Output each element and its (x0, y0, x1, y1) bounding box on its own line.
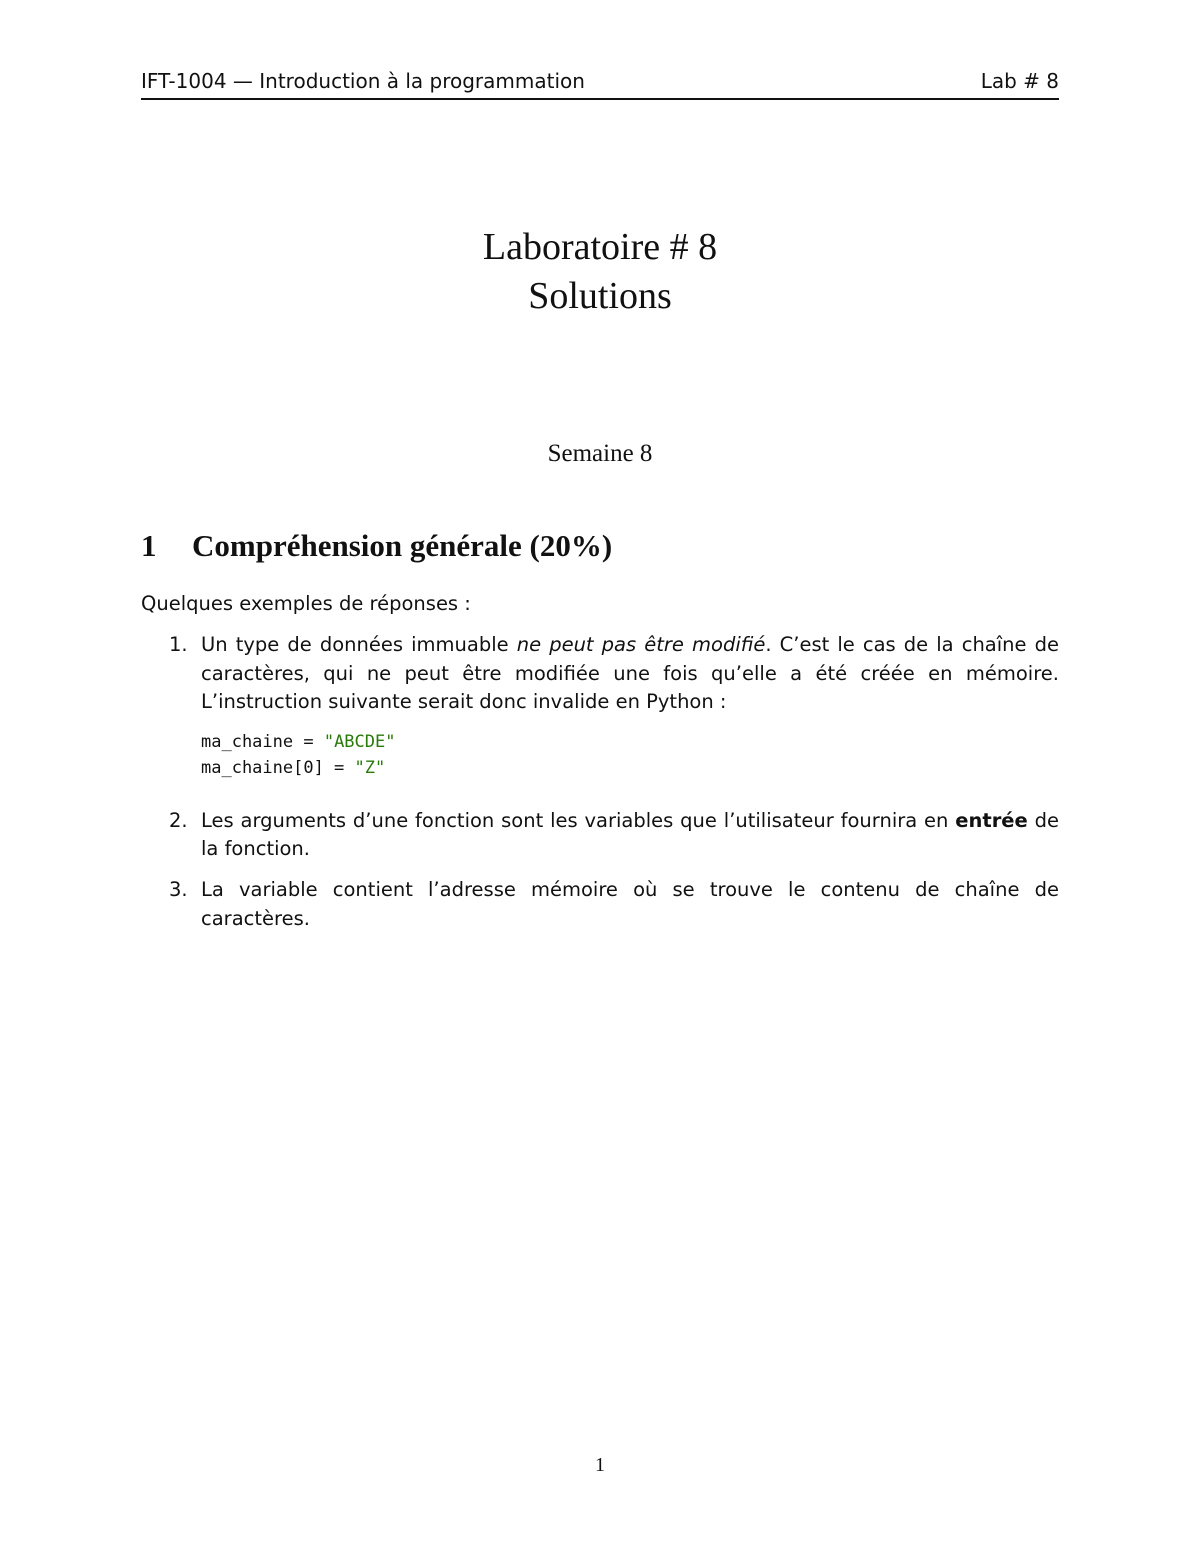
list-marker: 2. (169, 808, 188, 832)
answer-list (141, 631, 1059, 945)
document-title: Laboratoire # 8 (482, 226, 718, 268)
code-line (201, 729, 1059, 755)
list-item (141, 876, 1059, 933)
document-date: Semaine 8 (547, 440, 653, 467)
list-item-text (201, 807, 1059, 864)
code-line (201, 755, 1059, 781)
text-run: . C’est le cas de la chaîne de caractères, qui ne peut être modifiée une fois qu’elle a été créée en mémoire. L’instruction suivante serait donc invalide en Python : (201, 633, 1060, 714)
list-item (141, 807, 1059, 864)
code-string: "ABCDE" (323, 731, 396, 752)
code-string: "Z" (354, 757, 386, 778)
intro-paragraph: Quelques exemples de réponses : (141, 592, 471, 615)
section-title: Compréhension générale (20%) (192, 528, 613, 563)
code-text: ma_chaine = (201, 731, 324, 752)
list-marker: 3. (169, 877, 188, 901)
code-text: ma_chaine[0] = (201, 757, 355, 778)
list-marker: 1. (169, 633, 188, 656)
code-block (201, 729, 1059, 781)
text-run: Un type de données immuable (201, 633, 517, 656)
text-run: Les arguments d’une fonction sont les variables que l’utilisateur fournira en (201, 808, 956, 832)
lab-label: Lab # 8 (980, 69, 1059, 93)
section-number: 1 (141, 528, 157, 563)
document-subtitle: Solutions (528, 275, 672, 317)
course-title: IFT-1004 — Introduction à la programmation (141, 69, 585, 93)
emphasis-text: ne peut pas être modifié (516, 633, 766, 656)
running-header (141, 66, 1059, 100)
section-heading (141, 524, 612, 568)
page-number: 1 (595, 1454, 605, 1476)
list-item-text (201, 631, 1059, 717)
strong-text: entrée (955, 808, 1028, 832)
list-item (141, 631, 1059, 781)
text-run: de la fonction. (201, 808, 1059, 861)
list-item-text: La variable contient l’adresse mémoire où se trouve le contenu de chaîne de caractères. (201, 877, 1059, 930)
